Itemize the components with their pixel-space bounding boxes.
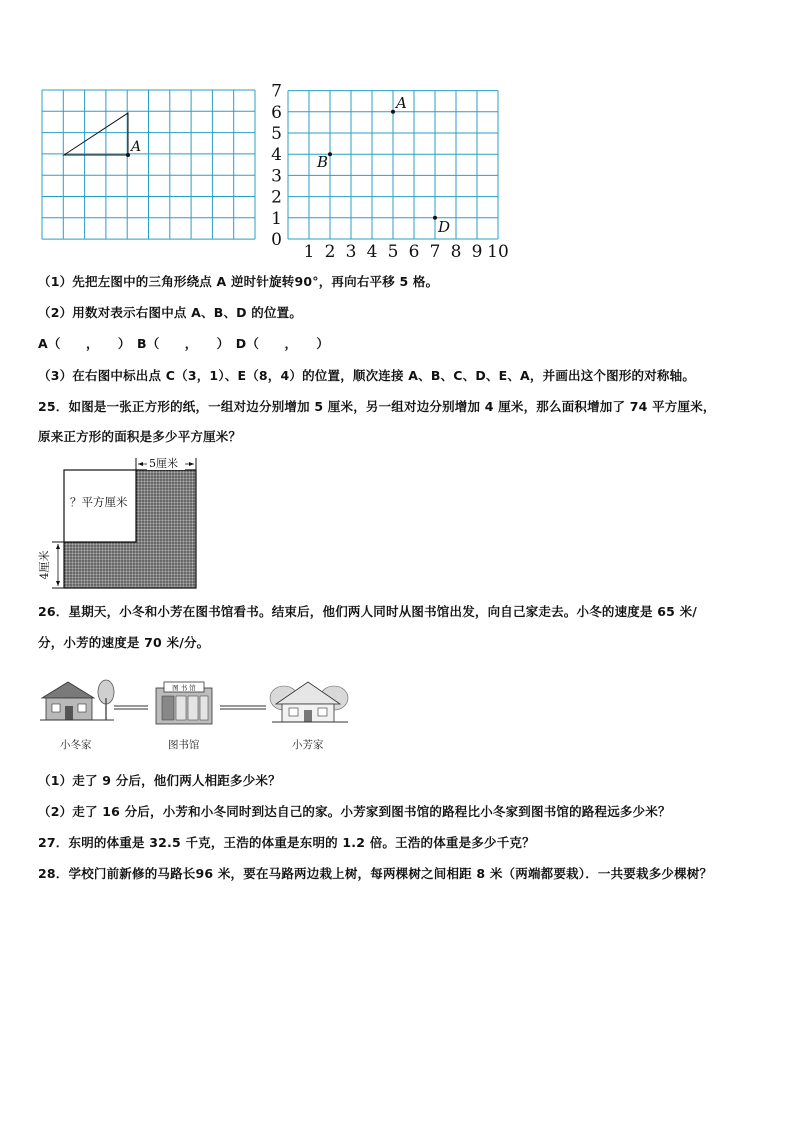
point-b-label: B — [317, 153, 329, 172]
x-tick-label: 7 — [429, 242, 441, 260]
problem-26-figure — [38, 668, 358, 734]
problem-26-question-2: （2）走了 16 分后，小芳和小冬同时到达自己的家。小芳家到图书馆的路程比小冬家到图书馆的路程远多少米？ — [38, 804, 671, 819]
x-tick-label: 6 — [408, 242, 420, 260]
side-dimension-label: 4厘米 — [38, 550, 51, 580]
xiaodong-home-caption: 小冬家 — [60, 739, 92, 751]
x-tick-label: 8 — [450, 242, 462, 260]
library-caption: 图书馆 — [168, 739, 200, 751]
problem-25-line-1: 25．如图是一张正方形的纸，一组对边分别增加 5 厘米，另一组对边分别增加 4 厘米，那么面积增加了 74 平方厘米， — [38, 399, 716, 414]
x-tick-label: 10 — [487, 242, 509, 260]
x-tick-label: 2 — [324, 242, 336, 260]
x-tick-label: 3 — [345, 242, 357, 260]
problem-26-line-2: 分，小芳的速度是 70 米/分。 — [38, 635, 210, 650]
y-tick-label: 6 — [271, 102, 282, 123]
x-tick-label: 1 — [303, 242, 315, 260]
problem-25-figure — [34, 452, 204, 594]
xiaodong-house-icon — [40, 680, 114, 720]
library-building-icon — [156, 682, 212, 724]
x-tick-label: 9 — [471, 242, 483, 260]
y-tick-label: 4 — [271, 145, 282, 166]
area-unknown-label: ？平方厘米 — [70, 495, 128, 509]
left-grid-figure — [40, 88, 262, 246]
top-dimension-label: 5厘米 — [149, 457, 178, 470]
question-3-text: （3）在右图中标出点 C（3，1）、E（8，4）的位置，顺次连接 A、B、C、D、E、A，并画出这个图形的对称轴。 — [38, 368, 696, 383]
y-tick-label: 2 — [271, 187, 282, 208]
x-tick-label: 4 — [366, 242, 378, 260]
point-a-dot — [391, 110, 395, 114]
problem-27-text: 27．东明的体重是 32.5 千克，王浩的体重是东明的 1.2 倍。王浩的体重是多少千克？ — [38, 835, 535, 850]
right-coordinate-grid — [268, 78, 513, 260]
y-tick-label: 1 — [271, 208, 282, 229]
question-2-blanks: A（ ， ） B（ ， ） D（ ， ） — [38, 336, 330, 351]
library-sign: 图 书 馆 — [172, 684, 196, 692]
point-a-dot — [126, 153, 130, 157]
y-tick-label: 5 — [271, 124, 282, 144]
triangle-shape — [64, 113, 128, 155]
problem-25-line-2: 原来正方形的面积是多少平方厘米？ — [38, 429, 242, 444]
problem-28-text: 28．学校门前新修的马路长96 米，要在马路两边栽上树，每两棵树之间相距 8 米（两端都要栽）．一共要栽多少棵树？ — [38, 866, 713, 881]
point-a-label: A — [131, 139, 142, 155]
left-grid-lines — [42, 90, 255, 239]
problem-26-question-1: （1）走了 9 分后，他们两人相距多少米？ — [38, 773, 281, 788]
point-d-dot — [433, 216, 437, 220]
y-tick-label: 3 — [271, 166, 282, 187]
question-2-text: （2）用数对表示右图中点 A、B、D 的位置。 — [38, 305, 303, 320]
xiaofang-home-caption: 小芳家 — [292, 739, 324, 751]
point-d-label: D — [438, 217, 451, 236]
problem-26-line-1: 26．星期天，小冬和小芳在图书馆看书。结束后，他们两人同时从图书馆出发，向自己家走去。小冬的速度是 65 米/ — [38, 604, 698, 619]
x-tick-label: 5 — [387, 242, 399, 260]
y-tick-label: 7 — [271, 81, 282, 102]
question-1-text: （1）先把左图中的三角形绕点 A 逆时针旋转90°，再向右平移 5 格。 — [38, 274, 439, 289]
point-a-label: A — [396, 93, 407, 112]
y-tick-label: 0 — [271, 230, 282, 250]
xiaofang-house-icon — [270, 682, 348, 722]
point-b-dot — [328, 152, 332, 156]
